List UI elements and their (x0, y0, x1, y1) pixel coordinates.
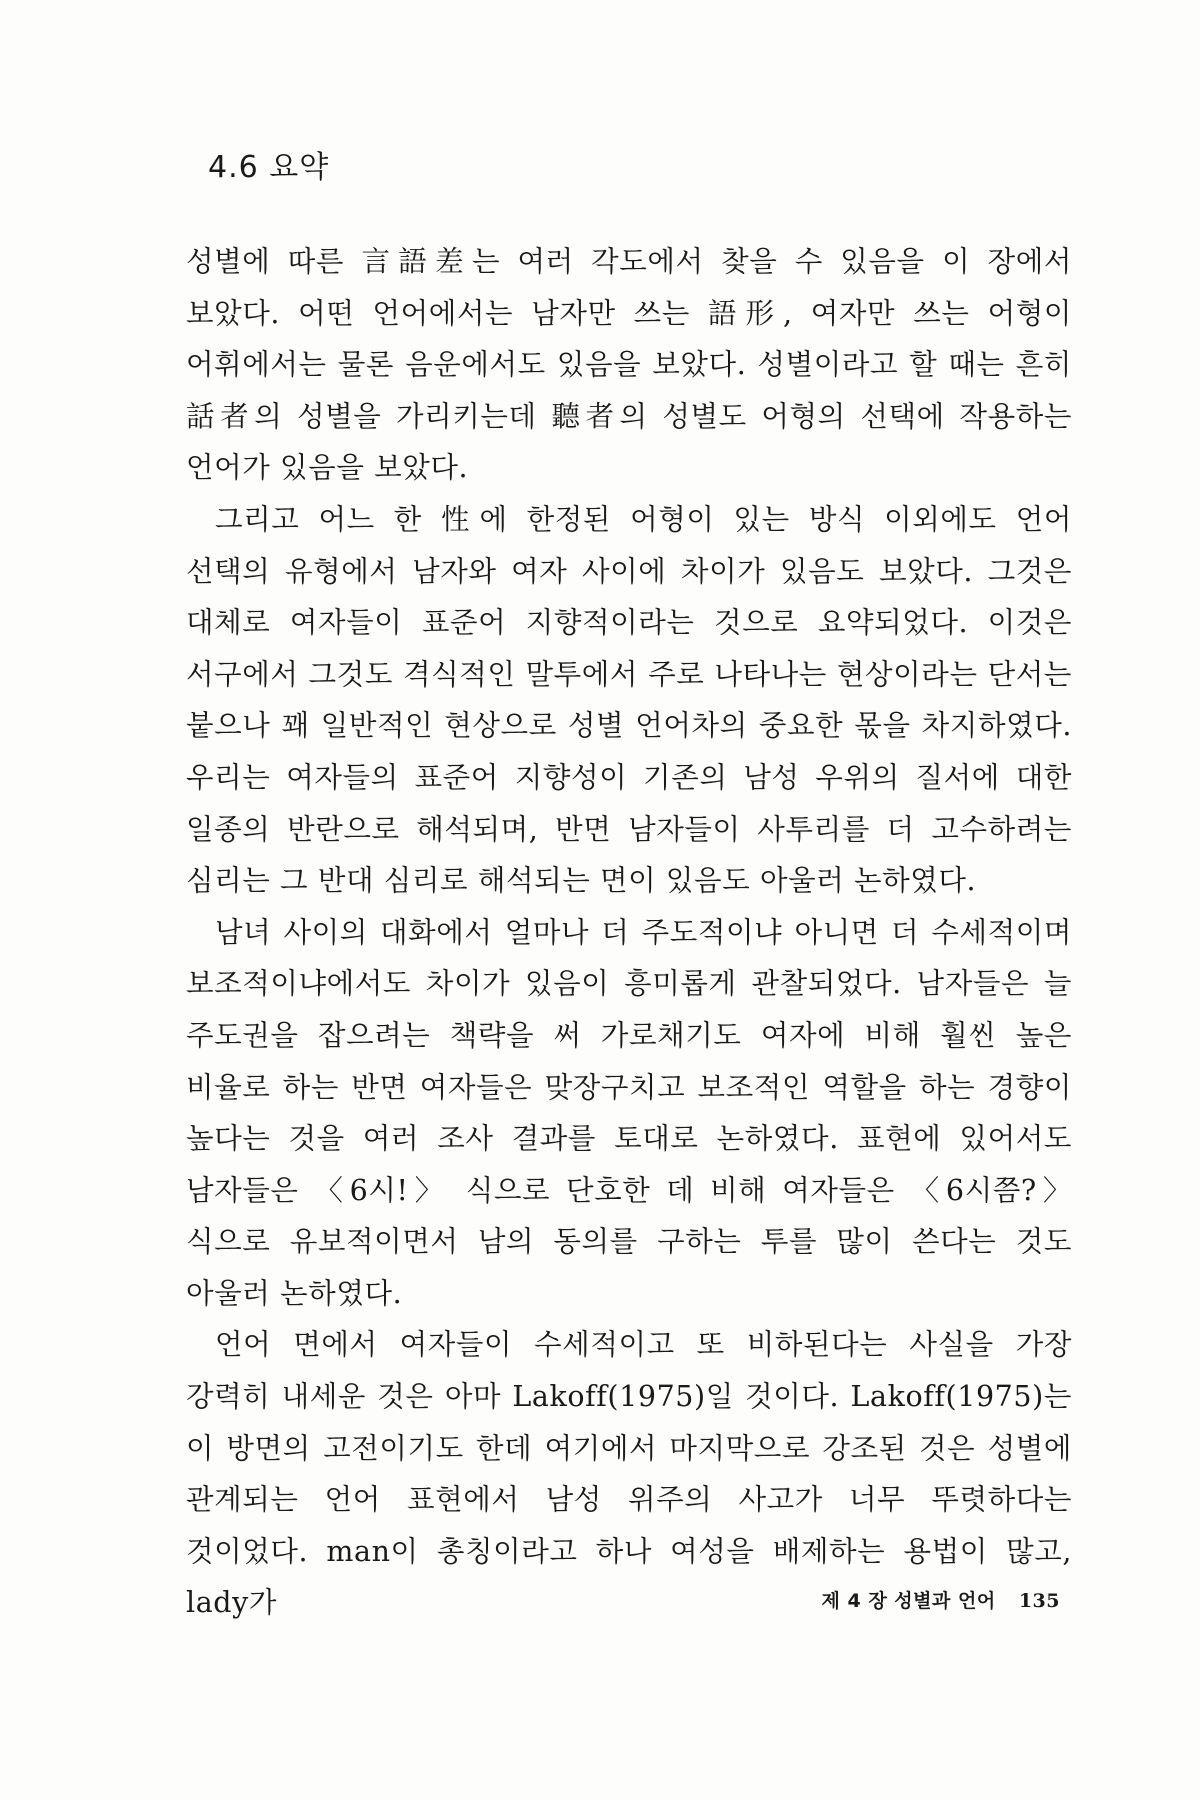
page-number: 135 (1018, 1590, 1060, 1612)
paragraph-2: 그리고 어느 한 性에 한정된 어형이 있는 방식 이외에도 언어 선택의 유형에서 남자와 여자 사이에 차이가 있음도 보았다. 그것은 대체로 여자들이 표준어 지향적이라는 것으로 요약되었다. 이것은 서구에서 그것도 격식적인 말투에서 주로 나타나는 현상이라는 단서는 붙으나 꽤 일반적인 현상으로 성별 언어차의 중요한 몫을 차지하였다. 우리는 여자들의 표준어 지향성이 기존의 남성 우위의 질서에 대한 일종의 반란으로 해석되며, 반면 남자들이 사투리를 더 고수하려는 심리는 그 반대 심리로 해석되는 면이 있음도 아울러 논하였다. (186, 502, 1072, 898)
paragraph-3: 남녀 사이의 대화에서 얼마나 더 주도적이냐 아니면 더 수세적이며 보조적이냐에서도 차이가 있음이 흥미롭게 관찰되었다. 남자들은 늘 주도권을 잡으려는 책략을 써 가로채기도 여자에 비해 훨씬 높은 비율로 하는 반면 여자들은 맞장구치고 보조적인 역할을 하는 경향이 높다는 것을 여러 조사 결과를 토대로 논하였다. 표현에 있어서도 남자들은 〈6시!〉 식으로 단호한 데 비해 여자들은 〈6시쯤?〉 식으로 유보적이면서 남의 동의를 구하는 투를 많이 쓴다는 것도 아울러 논하였다. (186, 915, 1072, 1310)
section-heading (208, 142, 329, 186)
paragraph-4: 언어 면에서 여자들이 수세적이고 또 비하된다는 사실을 가장 강력히 내세운 것은 아마 Lakoff(1975)일 것이다. Lakoff(1975)는 이 방면의 고전이기도 한데 여기에서 마지막으로 강조된 것은 성별에 관계되는 언어 표현에서 남성 위주의 사고가 너무 뚜렷하다는 것이었다. man이 총칭이라고 하나 여성을 배제하는 용법이 많고, lady가 (186, 1328, 1072, 1620)
section-number: 4.6 (208, 150, 259, 185)
section-title-text: 요약 (269, 150, 330, 185)
paragraph-1: 성별에 따른 言語差는 여러 각도에서 찾을 수 있음을 이 장에서 보았다. 어떤 언어에서는 남자만 쓰는 語形, 여자만 쓰는 어형이 어휘에서는 물론 음운에서도 있음을 보았다. 성별이라고 할 때는 흔히 話者의 성별을 가리키는데 聽者의 성별도 어형의 선택에 작용하는 언어가 있음을 보았다. (186, 245, 1072, 485)
body-text (186, 236, 1072, 1629)
page-footer (822, 1586, 1060, 1613)
running-footer-chapter: 제 4 장 성별과 언어 (821, 1590, 996, 1612)
